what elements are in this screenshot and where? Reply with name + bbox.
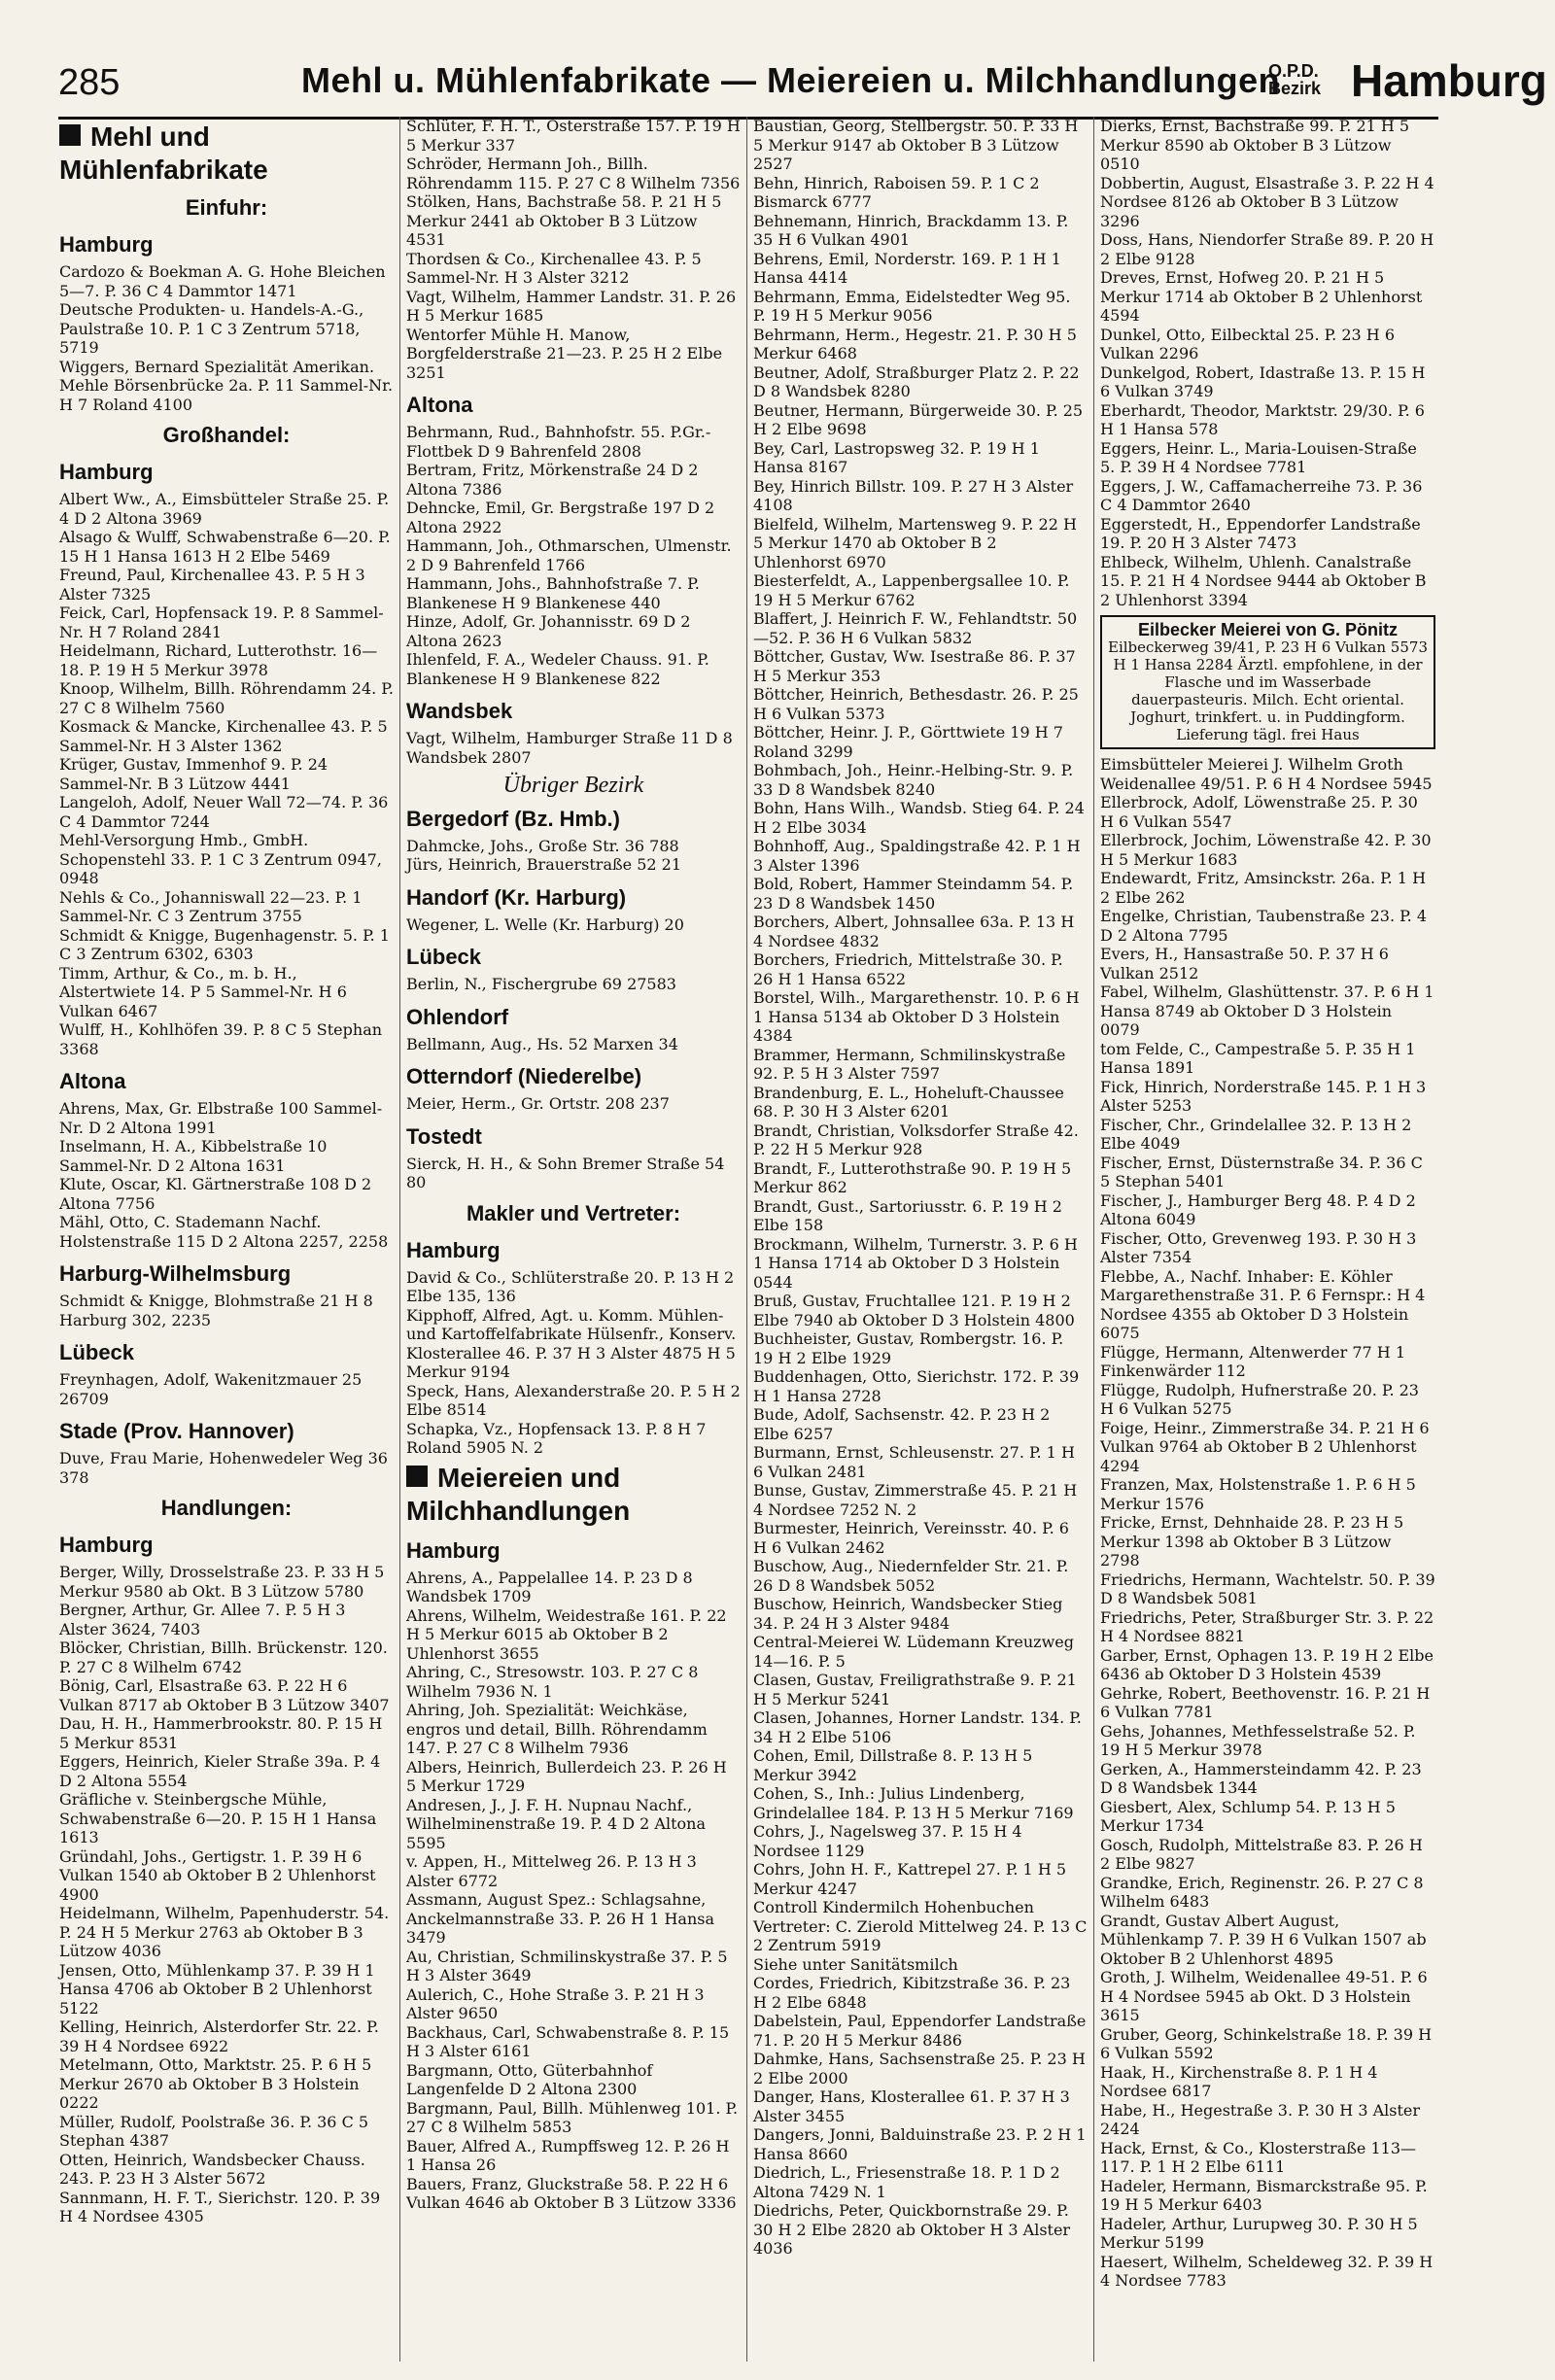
directory-entry: Controll Kindermilch Hohenbuchen Vertreter: C. Zierold Mittelweg 24. P. 13 C 2 Zentrum 5919 (753, 1898, 1092, 1954)
directory-entry: Metelmann, Otto, Marktstr. 25. P. 6 H 5 Merkur 2670 ab Oktober B 3 Holstein 0222 (59, 2055, 377, 2112)
page-number: 285 (58, 62, 121, 103)
directory-entry: Foige, Heinr., Zimmerstraße 34. P. 21 H 6 Vulkan 9764 ab Oktober B 2 Uhlenhorst 4294 (1100, 1418, 1434, 1475)
directory-entry: Mähl, Otto, C. Stademann Nachf. Holstenstraße 115 D 2 Altona 2257, 2258 (59, 1213, 389, 1251)
directory-entry: Buschow, Aug., Niedernfelder Str. 21. P. 26 D 8 Wandsbek 5052 (753, 1557, 1074, 1595)
directory-entry: Brandt, F., Lutterothstraße 90. P. 19 H 5 Merkur 862 (753, 1158, 1077, 1196)
directory-entry: Biesterfeldt, A., Lappenbergsallee 10. P. 19 H 5 Merkur 6762 (753, 571, 1075, 609)
directory-entry: Bude, Adolf, Sachsenstr. 42. P. 23 H 2 Elbe 6257 (753, 1405, 1055, 1443)
directory-entry: Schlüter, F. H. T., Osterstraße 157. P. 19 H 5 Merkur 337 (406, 117, 745, 155)
directory-entry: Grandke, Erich, Reginenstr. 26. P. 27 C 8 Wilhelm 6483 (1100, 1873, 1429, 1911)
directory-entry: Blaffert, J. Heinrich F. W., Fehlandtstr. 50—52. P. 36 H 6 Vulkan 5832 (753, 609, 1078, 647)
directory-entry: Schapka, Vz., Hopfensack 13. P. 8 H 7 Roland 5905 N. 2 (406, 1419, 711, 1457)
directory-entry: Gruber, Georg, Schinkelstraße 18. P. 39 H 6 Vulkan 5592 (1100, 2024, 1437, 2062)
directory-entry: Gerken, A., Hammersteindamm 42. P. 23 D 8 Wandsbek 1344 (1100, 1759, 1427, 1797)
directory-entry: Ellerbrock, Adolf, Löwenstraße 25. P. 30 H 6 Vulkan 5547 (1100, 793, 1423, 831)
directory-entry: Dau, H. H., Hammerbrookstr. 80. P. 15 H 5 Merkur 8531 (59, 1714, 388, 1752)
directory-entry: Böttcher, Gustav, Ww. Isestraße 86. P. 37 H 5 Merkur 353 (753, 647, 1081, 685)
directory-entry: Brammer, Hermann, Schmilinskystraße 92. P. 5 H 3 Alster 7597 (753, 1045, 1071, 1083)
directory-entry: Franzen, Max, Holstenstraße 1. P. 6 H 5 Merkur 1576 (1100, 1475, 1421, 1513)
directory-entry: Fischer, Otto, Grevenweg 193. P. 30 H 3 Alster 7354 (1100, 1228, 1422, 1266)
directory-entry: Gräfliche v. Steinbergsche Mühle, Schwabenstraße 6—20. P. 15 H 1 Hansa 1613 (59, 1790, 382, 1846)
column-3 (747, 117, 1094, 2362)
directory-entry: Berger, Willy, Drosselstraße 23. P. 33 H 5 Merkur 9580 ab Okt. B 3 Lützow 5780 (59, 1563, 390, 1601)
directory-entry: Flebbe, A., Nachf. Inhaber: E. Köhler Margarethenstraße 31. P. 6 Fernspr.: H 4 Nordsee 4355 ab Oktober D 3 Holstein 6075 (1100, 1266, 1431, 1342)
directory-entry: Friedrichs, Peter, Straßburger Str. 3. P. 22 H 4 Nordsee 8821 (1100, 1607, 1439, 1645)
location-heading: Ohlendorf (406, 1004, 509, 1029)
directory-entry: Fischer, Ernst, Düsternstraße 34. P. 36 C 5 Stephan 5401 (1100, 1153, 1428, 1190)
directory-entry: Kelling, Heinrich, Alsterdorfer Str. 22. P. 39 H 4 Nordsee 6922 (59, 2018, 384, 2055)
directory-entry: Buschow, Heinrich, Wandsbecker Stieg 34. P. 24 H 3 Alster 9484 (753, 1595, 1068, 1633)
directory-entry: Behn, Hinrich, Raboisen 59. P. 1 C 2 Bismarck 6777 (753, 173, 1045, 211)
section-square-icon (406, 1466, 428, 1487)
directory-entry: Vagt, Wilhelm, Hamburger Straße 11 D 8 Wandsbek 2807 (406, 729, 738, 767)
location-heading: Otterndorf (Niederelbe) (406, 1064, 642, 1088)
section-heading (406, 1462, 741, 1528)
subsection-heading: Makler und Vertreter: (466, 1200, 681, 1225)
section-heading (59, 121, 394, 187)
directory-entry: Wulff, H., Kohlhöfen 39. P. 8 C 5 Stephan 3368 (59, 1020, 388, 1058)
directory-entry: Groth, J. Wilhelm, Weidenallee 49-51. P. 6 H 4 Nordsee 5945 ab Okt. D 3 Holstein 3615 (1100, 1968, 1433, 2024)
bezirk-text: Bezirk (1268, 79, 1322, 98)
advertisement-title: Eilbecker Meierei von G. Pönitz (1137, 620, 1399, 639)
directory-entry: Grandt, Gustav Albert August, Mühlenkamp 7. P. 39 H 6 Vulkan 1507 ab Oktober B 2 Uhlenhorst 4895 (1100, 1911, 1432, 1968)
directory-entry: Endewardt, Fritz, Amsinckstr. 26a. P. 1 H 2 Elbe 262 (1100, 869, 1432, 907)
directory-entry: Bellmann, Aug., Hs. 52 Marxen 34 (406, 1034, 678, 1053)
directory-entry: Hammann, Joh., Othmarschen, Ulmenstr. 2 D 9 Bahrenfeld 1766 (406, 536, 737, 574)
directory-entry: David & Co., Schlüterstraße 20. P. 13 H 2 Elbe 135, 136 (406, 1267, 740, 1305)
directory-entry: Buchheister, Gustav, Rombergstr. 16. P. 19 H 2 Elbe 1929 (753, 1329, 1069, 1367)
location-heading: Tostedt (406, 1123, 482, 1149)
directory-entry: Gehs, Johannes, Methfesselstraße 52. P. 19 H 5 Merkur 3978 (1100, 1721, 1421, 1759)
directory-entry: Burmester, Heinrich, Vereinsstr. 40. P. 6 H 6 Vulkan 2462 (753, 1519, 1075, 1557)
directory-entry: Timm, Arthur, & Co., m. b. H., Alstertwiete 14. P 5 Sammel-Nr. H 6 Vulkan 6467 (59, 963, 352, 1020)
directory-entry: Borchers, Friedrich, Mittelstraße 30. P. 26 H 1 Hansa 6522 (753, 950, 1068, 988)
directory-entry: Buddenhagen, Otto, Sierichstr. 172. P. 39 H 1 Hansa 2728 (753, 1367, 1085, 1405)
column-2 (400, 117, 747, 2362)
directory-entry: Brockmann, Wilhelm, Turnerstr. 3. P. 6 H 1 Hansa 1714 ab Oktober D 3 Holstein 0544 (753, 1234, 1083, 1292)
directory-entry: Heidelmann, Wilhelm, Papenhuderstr. 54. P. 24 H 5 Merkur 2763 ab Oktober B 3 Lützow 4036 (59, 1904, 395, 1960)
directory-entry: Thordsen & Co., Kirchenallee 43. P. 5 Sammel-Nr. H 3 Alster 3212 (406, 249, 707, 287)
directory-entry: Behrmann, Rud., Bahnhofstr. 55. P.Gr.-Flottbek D 9 Bahrenfeld 2808 (406, 423, 711, 461)
directory-entry: Klute, Oscar, Kl. Gärtnerstraße 108 D 2 Altona 7756 (59, 1175, 377, 1213)
directory-entry: Jürs, Heinrich, Brauerstraße 52 21 (406, 855, 682, 874)
section-heading-text: Meiereien und Milchhandlungen (406, 1462, 631, 1526)
directory-entry: Dahmke, Hans, Sachsenstraße 25. P. 23 H 2 Elbe 2000 (753, 2050, 1090, 2087)
directory-entry: Eggerstedt, H., Eppendorfer Landstraße 19. P. 20 H 3 Alster 7473 (1100, 514, 1426, 552)
subsection-heading: Einfuhr: (185, 195, 268, 220)
directory-entry: Fischer, J., Hamburger Berg 48. P. 4 D 2 Altona 6049 (1100, 1190, 1421, 1228)
directory-entry: Jensen, Otto, Mühlenkamp 37. P. 39 H 1 Hansa 4706 ab Oktober B 2 Uhlenhorst 5122 (59, 1960, 380, 2018)
directory-entry: Ahrens, Wilhelm, Weidestraße 161. P. 22 H 5 Merkur 6015 ab Oktober B 2 Uhlenhorst 3655 (406, 1605, 732, 1663)
advertisement-box (1100, 615, 1435, 749)
directory-entry: Ellerbrock, Jochim, Löwenstraße 42. P. 30 H 5 Merkur 1683 (1100, 831, 1436, 869)
directory-entry: Wegener, L. Welle (Kr. Harburg) 20 (406, 914, 684, 934)
directory-entry: Andresen, J., J. F. H. Nupnau Nachf., Wilhelminenstraße 19. P. 4 D 2 Altona 5595 (406, 1795, 711, 1852)
directory-entry: Clasen, Gustav, Freiligrathstraße 9. P. 21 H 5 Merkur 5241 (753, 1671, 1082, 1708)
directory-entry: Backhaus, Carl, Schwabenstraße 8. P. 15 H 3 Alster 6161 (406, 2022, 735, 2060)
directory-entry: Alsago & Wulff, Schwabenstraße 6—20. P. 15 H 1 Hansa 1613 H 2 Elbe 5469 (59, 528, 396, 566)
directory-entry: Gehrke, Robert, Beethovenstr. 16. P. 21 H 6 Vulkan 7781 (1100, 1683, 1435, 1721)
directory-entry: Cohen, Emil, Dillstraße 8. P. 13 H 5 Merkur 3942 (753, 1746, 1038, 1784)
directory-entry: Haak, H., Kirchenstraße 8. P. 1 H 4 Nordsee 6817 (1100, 2062, 1383, 2100)
directory-entry: Bruß, Gustav, Fruchtallee 121. P. 19 H 2 Elbe 7940 ab Oktober D 3 Holstein 4800 (753, 1292, 1076, 1329)
directory-entry: Krüger, Gustav, Immenhof 9. P. 24 Sammel-Nr. B 3 Lützow 4441 (59, 755, 333, 793)
directory-entry: v. Appen, H., Mittelweg 26. P. 13 H 3 Alster 6772 (406, 1852, 702, 1890)
directory-entry: Bunse, Gustav, Zimmerstraße 45. P. 21 H 4 Nordsee 7252 N. 2 (753, 1481, 1083, 1519)
directory-entry: Central-Meierei W. Lüdemann Kreuzweg 14—16. P. 5 (753, 1633, 1080, 1671)
directory-entry: Haesert, Wilhelm, Scheldeweg 32. P. 39 H 4 Nordsee 7783 (1100, 2252, 1438, 2290)
directory-entry: Cohrs, John H. F., Kattrepel 27. P. 1 H 5 Merkur 4247 (753, 1860, 1072, 1898)
directory-entry: Wiggers, Bernard Spezialität Amerikan. Mehle Börsenbrücke 2a. P. 11 Sammel-Nr. H 7 Roland 4100 (59, 357, 398, 414)
directory-entry: Bielfeld, Wilhelm, Martensweg 9. P. 22 H 5 Merkur 1470 ab Oktober B 2 Uhlenhorst 6970 (753, 514, 1083, 571)
opd-text: O.P.D. (1268, 61, 1319, 81)
directory-entry: Dreves, Ernst, Hofweg 20. P. 21 H 5 Merkur 1714 ab Oktober B 2 Uhlenhorst 4594 (1100, 268, 1428, 325)
region-heading: Übriger Bezirk (502, 773, 644, 798)
section-heading-text: Mehl und Mühlenfabrikate (59, 121, 268, 185)
directory-entry: Dobbertin, August, Elsastraße 3. P. 22 H 4 Nordsee 8126 ab Oktober B 3 Lützow 3296 (1100, 173, 1439, 230)
directory-entry: Cohen, S., Inh.: Julius Lindenberg, Grindelallee 184. P. 13 H 5 Merkur 7169 (753, 1784, 1074, 1822)
directory-entry: Speck, Hans, Alexanderstraße 20. P. 5 H 2 Elbe 8514 (406, 1381, 745, 1419)
directory-entry: Hack, Ernst, & Co., Klosterstraße 113—117. P. 1 H 2 Elbe 6111 (1100, 2138, 1417, 2176)
directory-entry: Brandenburg, E. L., Hoheluft-Chaussee 68. P. 30 H 3 Alster 6201 (753, 1083, 1069, 1121)
directory-entry: Bauers, Franz, Gluckstraße 58. P. 22 H 6 Vulkan 4646 ab Oktober B 3 Lützow 3336 (406, 2174, 737, 2212)
directory-entry: Dierks, Ernst, Bachstraße 99. P. 21 H 5 Merkur 8590 ab Oktober B 3 Lützow 0510 (1100, 117, 1415, 173)
directory-entry: Böttcher, Heinrich, Bethesdastr. 26. P. 25 H 6 Vulkan 5373 (753, 685, 1084, 723)
directory-columns (53, 117, 1443, 2362)
directory-entry: Behrmann, Emma, Eidelstedter Weg 95. P. 19 H 5 Merkur 9056 (753, 287, 1076, 325)
directory-entry: tom Felde, C., Campestraße 5. P. 35 H 1 Hansa 1891 (1100, 1039, 1421, 1077)
directory-entry: Sierck, H. H., & Sohn Bremer Straße 54 80 (406, 1154, 730, 1191)
directory-entry: Cohrs, J., Nagelsweg 37. P. 15 H 4 Nordsee 1129 (753, 1822, 1027, 1860)
directory-entry: Doss, Hans, Niendorfer Straße 89. P. 20 H 2 Elbe 9128 (1100, 230, 1439, 268)
directory-entry: Fricke, Ernst, Dehnhaide 28. P. 23 H 5 Merkur 1398 ab Oktober B 3 Lützow 2798 (1100, 1513, 1409, 1569)
directory-entry: Evers, H., Hansastraße 50. P. 37 H 6 Vulkan 2512 (1100, 945, 1395, 983)
opd-label (1268, 62, 1321, 97)
location-heading: Bergedorf (Bz. Hmb.) (406, 806, 620, 831)
advertisement-body: Eilbeckerweg 39/41, P. 23 H 6 Vulkan 5573 H 1 Hansa 2284 Ärztl. empfohlene, in der Flasche und im Wasserbade dauerpasteuris. Milch. Echt oriental. Joghurt, trinkfert. u. in Puddingform. Lieferung tägl. frei Haus (1108, 638, 1428, 743)
directory-entry: Nehls & Co., Johanniswall 22—23. P. 1 Sammel-Nr. C 3 Zentrum 3755 (59, 887, 367, 925)
location-heading: Altona (59, 1069, 126, 1093)
directory-entry: Behrens, Emil, Norderstr. 169. P. 1 H 1 Hansa 4414 (753, 249, 1066, 287)
directory-entry: Bohnhoff, Aug., Spaldingstraße 42. P. 1 H 3 Alster 1396 (753, 837, 1086, 875)
directory-entry: Berlin, N., Fischergrube 69 27583 (406, 975, 676, 993)
directory-entry: Bohmbach, Joh., Heinr.-Helbing-Str. 9. P. 33 D 8 Wandsbek 8240 (753, 761, 1079, 799)
directory-entry: Bertram, Fritz, Mörkenstraße 24 D 2 Altona 7386 (406, 461, 704, 499)
directory-entry: Bey, Hinrich Billstr. 109. P. 27 H 3 Alster 4108 (753, 476, 1079, 514)
directory-entry: Garber, Ernst, Ophagen 13. P. 19 H 2 Elbe 6436 ab Oktober D 3 Holstein 4539 (1100, 1645, 1439, 1683)
directory-entry: Ahrens, A., Pappelallee 14. P. 23 D 8 Wandsbek 1709 (406, 1568, 698, 1605)
directory-entry: Hammann, Johs., Bahnhofstraße 7. P. Blankenese H 9 Blankenese 440 (406, 574, 705, 612)
directory-entry: Cardozo & Boekman A. G. Hohe Bleichen 5—7. P. 36 C 4 Dammtor 1471 (59, 262, 391, 300)
directory-entry: Brandt, Gust., Sartoriusstr. 6. P. 19 H 2 Elbe 158 (753, 1196, 1068, 1234)
location-heading: Hamburg (59, 1533, 154, 1557)
directory-entry: Bargmann, Paul, Billh. Mühlenweg 101. P. 27 C 8 Wilhelm 5853 (406, 2098, 743, 2136)
directory-entry: Borchers, Albert, Johnsallee 63a. P. 13 H 4 Nordsee 4832 (753, 913, 1080, 950)
page-header (58, 49, 1547, 120)
directory-entry: Behnemann, Hinrich, Brackdamm 13. P. 35 H 6 Vulkan 4901 (753, 211, 1074, 249)
directory-entry: Gosch, Rudolph, Mittelstraße 83. P. 26 H 2 Elbe 9827 (1100, 1835, 1428, 1873)
directory-entry: Au, Christian, Schmilinskystraße 37. P. 5 H 3 Alster 3649 (406, 1947, 733, 1984)
directory-entry: Hinze, Adolf, Gr. Johannisstr. 69 D 2 Altona 2623 (406, 612, 696, 650)
directory-entry: Hadeler, Hermann, Bismarckstraße 95. P. 19 H 5 Merkur 6403 (1100, 2176, 1433, 2214)
location-heading: Lübeck (59, 1340, 135, 1364)
directory-entry: Flügge, Rudolph, Hufnerstraße 20. P. 23 H 6 Vulkan 5275 (1100, 1380, 1425, 1418)
directory-entry: Habe, H., Hegestraße 3. P. 30 H 3 Alster 2424 (1100, 2100, 1426, 2138)
directory-entry: Gründahl, Johs., Gertigstr. 1. P. 39 H 6 Vulkan 1540 ab Oktober B 2 Uhlenhorst 4900 (59, 1846, 381, 1904)
directory-entry: Mehl-Versorgung Hmb., GmbH. Schopenstehl 33. P. 1 C 3 Zentrum 0947, 0948 (59, 831, 388, 887)
directory-entry: Meier, Herm., Gr. Ortstr. 208 237 (406, 1094, 670, 1113)
directory-entry: Ehlbeck, Wilhelm, Uhlenh. Canalstraße 15. P. 21 H 4 Nordsee 9444 ab Oktober B 2 Uhlenhorst 3394 (1100, 552, 1432, 609)
directory-entry: Engelke, Christian, Taubenstraße 23. P. 4 D 2 Altona 7795 (1100, 907, 1433, 945)
directory-entry: Brandt, Christian, Volksdorfer Straße 42. P. 22 H 5 Merkur 928 (753, 1121, 1084, 1158)
directory-entry: Eberhardt, Theodor, Marktstr. 29/30. P. 6 H 1 Hansa 578 (1100, 400, 1431, 438)
section-square-icon (59, 124, 81, 146)
directory-entry: Bohn, Hans Wilh., Wandsb. Stieg 64. P. 24 H 2 Elbe 3034 (753, 799, 1089, 837)
directory-entry: Böttcher, Heinr. J. P., Görttwiete 19 H 7 Roland 3299 (753, 723, 1069, 761)
location-heading: Hamburg (59, 232, 154, 257)
directory-entry: Kipphoff, Alfred, Agt. u. Komm. Mühlen- und Kartoffelfabrikate Hülsenfr., Konserv. Klosterallee 46. P. 37 H 3 Alster 4875 H 5 Merkur 9194 (406, 1305, 742, 1381)
subsection-heading: Handlungen: (160, 1496, 293, 1520)
subsection-heading: Großhandel: (162, 423, 291, 447)
directory-entry: Assmann, August Spez.: Schlagsahne, Anckelmannstraße 33. P. 26 H 1 Hansa 3479 (406, 1890, 720, 1947)
directory-entry: Cordes, Friedrich, Kibitzstraße 36. P. 23 H 2 Elbe 6848 (753, 1974, 1076, 2012)
location-heading: Wandsbek (406, 699, 513, 723)
directory-entry: Freynhagen, Adolf, Wakenitzmauer 25 26709 (59, 1370, 367, 1408)
directory-entry: Siehe unter Sanitätsmilch (753, 1954, 958, 1974)
directory-entry: Hadeler, Arthur, Lurupweg 30. P. 30 H 5 Merkur 5199 (1100, 2214, 1423, 2252)
location-heading: Hamburg (406, 1537, 501, 1563)
column-1 (53, 117, 400, 2362)
column-4 (1094, 117, 1441, 2362)
directory-entry: Albert Ww., A., Eimsbütteler Straße 25. P. 4 D 2 Altona 3969 (59, 490, 395, 528)
page-title: Mehl u. Mühlenfabrikate — Meiereien u. Milchhandlungen (301, 60, 1281, 100)
directory-entry: Otten, Heinrich, Wandsbecker Chauss. 243. P. 23 H 3 Alster 5672 (59, 2150, 370, 2188)
directory-entry: Kosmack & Mancke, Kirchenallee 43. P. 5 Sammel-Nr. H 3 Alster 1362 (59, 717, 393, 755)
directory-entry: Bey, Carl, Lastropsweg 32. P. 19 H 1 Hansa 8167 (753, 438, 1046, 476)
directory-entry: Bold, Robert, Hammer Steindamm 54. P. 23 D 8 Wandsbek 1450 (753, 875, 1079, 913)
directory-entry: Sannmann, H. F. T., Sierichstr. 120. P. 39 H 4 Nordsee 4305 (59, 2188, 386, 2225)
directory-entry: Feick, Carl, Hopfensack 19. P. 8 Sammel-Nr. H 7 Roland 2841 (59, 604, 384, 641)
directory-entry: Freund, Paul, Kirchenallee 43. P. 5 H 3 Alster 7325 (59, 566, 370, 604)
directory-entry: Vagt, Wilhelm, Hammer Landstr. 31. P. 26 H 5 Merkur 1685 (406, 287, 742, 325)
directory-entry: Beutner, Hermann, Bürgerweide 30. P. 25 H 2 Elbe 9698 (753, 400, 1088, 438)
directory-entry: Ahring, Joh. Spezialität: Weichkäse, engros und detail, Billh. Röhrendamm 147. P. 27 C 8 Wilhelm 7936 (406, 1701, 712, 1757)
directory-entry: Dehncke, Emil, Gr. Bergstraße 197 D 2 Altona 2922 (406, 499, 720, 536)
directory-entry: Deutsche Produkten- u. Handels-A.-G., Paulstraße 10. P. 1 C 3 Zentrum 5718, 5719 (59, 300, 369, 357)
directory-entry: Fick, Hinrich, Norderstraße 145. P. 1 H 3 Alster 5253 (1100, 1077, 1432, 1115)
directory-entry: Müller, Rudolf, Poolstraße 36. P. 36 C 5 Stephan 4387 (59, 2112, 374, 2150)
location-heading: Stade (Prov. Hannover) (59, 1419, 294, 1443)
directory-entry: Ihlenfeld, F. A., Wedeler Chauss. 91. P. Blankenese H 9 Blankenese 822 (406, 650, 714, 688)
directory-entry: Diedrich, L., Friesenstraße 18. P. 1 D 2 Altona 7429 N. 1 (753, 2163, 1065, 2201)
directory-entry: Blöcker, Christian, Billh. Brückenstr. 120. P. 27 C 8 Wilhelm 6742 (59, 1638, 393, 1676)
directory-entry: Flügge, Hermann, Altenwerder 77 H 1 Finkenwärder 112 (1100, 1342, 1411, 1380)
directory-entry: Borstel, Wilh., Margarethenstr. 10. P. 6 H 1 Hansa 5134 ab Oktober D 3 Holstein 4384 (753, 988, 1085, 1045)
directory-entry: Behrmann, Herm., Hegestr. 21. P. 30 H 5 Merkur 6468 (753, 325, 1082, 362)
directory-entry: Burmann, Ernst, Schleusenstr. 27. P. 1 H 6 Vulkan 2481 (753, 1443, 1080, 1481)
directory-entry: Bargmann, Otto, Güterbahnhof Langenfelde D 2 Altona 2300 (406, 2060, 658, 2098)
directory-entry: Bönig, Carl, Elsastraße 63. P. 22 H 6 Vulkan 8717 ab Oktober B 3 Lützow 3407 (59, 1676, 390, 1714)
directory-entry: Schmidt & Knigge, Blohmstraße 21 H 8 Harburg 302, 2235 (59, 1292, 378, 1329)
directory-entry: Dunkelgod, Robert, Idastraße 13. P. 15 H 6 Vulkan 3749 (1100, 362, 1431, 400)
location-heading: Altona (406, 393, 473, 417)
directory-entry: Dunkel, Otto, Eilbecktal 25. P. 23 H 6 Vulkan 2296 (1100, 325, 1400, 362)
directory-entry: Bauer, Alfred A., Rumpffsweg 12. P. 26 H 1 Hansa 26 (406, 2136, 735, 2174)
location-heading: Hamburg (406, 1237, 501, 1262)
directory-entry: Eimsbütteler Meierei J. Wilhelm Groth Weidenallee 49/51. P. 6 H 4 Nordsee 5945 (1100, 755, 1433, 793)
directory-entry: Inselmann, H. A., Kibbelstraße 10 Sammel-Nr. D 2 Altona 1631 (59, 1137, 332, 1175)
directory-entry: Beutner, Adolf, Straßburger Platz 2. P. 22 D 8 Wandsbek 8280 (753, 362, 1085, 400)
directory-entry: Eggers, Heinr. L., Maria-Louisen-Straße 5. P. 39 H 4 Nordsee 7781 (1100, 438, 1422, 476)
directory-entry: Friedrichs, Hermann, Wachtelstr. 50. P. 39 D 8 Wandsbek 5081 (1100, 1569, 1440, 1607)
directory-entry: Albers, Heinrich, Bullerdeich 23. P. 26 H 5 Merkur 1729 (406, 1757, 732, 1795)
city-name: Hamburg (1351, 55, 1547, 106)
directory-entry: Fabel, Wilhelm, Glashüttenstr. 37. P. 6 H 1 Hansa 8749 ab Oktober D 3 Holstein 0079 (1100, 983, 1439, 1039)
directory-entry: Bergner, Arthur, Gr. Allee 7. P. 5 H 3 Alster 3624, 7403 (59, 1601, 351, 1638)
directory-entry: Dahmcke, Johs., Große Str. 36 788 (406, 836, 679, 855)
location-heading: Harburg-Wilhelmsburg (59, 1261, 292, 1286)
directory-entry: Diedrichs, Peter, Quickbornstraße 29. P. 30 H 2 Elbe 2820 ab Oktober H 3 Alster 4036 (753, 2201, 1076, 2258)
directory-entry: Langeloh, Adolf, Neuer Wall 72—74. P. 36 C 4 Dammtor 7244 (59, 793, 394, 831)
directory-entry: Stölken, Hans, Bachstraße 58. P. 21 H 5 Merkur 2441 ab Oktober B 3 Lützow 4531 (406, 192, 727, 249)
directory-entry: Aulerich, C., Hohe Straße 3. P. 21 H 3 Alster 9650 (406, 1984, 709, 2022)
directory-entry: Dabelstein, Paul, Eppendorfer Landstraße 71. P. 20 H 5 Merkur 8486 (753, 2012, 1091, 2050)
directory-entry: Schröder, Hermann Joh., Billh. Röhrendamm 115. P. 27 C 8 Wilhelm 7356 (406, 155, 741, 192)
location-heading: Lübeck (406, 945, 482, 969)
directory-entry: Duve, Frau Marie, Hohenwedeler Weg 36 378 (59, 1449, 394, 1487)
directory-entry: Schmidt & Knigge, Bugenhagenstr. 5. P. 1 C 3 Zentrum 6302, 6303 (59, 925, 396, 963)
directory-entry: Ahrens, Max, Gr. Elbstraße 100 Sammel-Nr. D 2 Altona 1991 (59, 1099, 383, 1137)
directory-entry: Danger, Hans, Klosterallee 61. P. 37 H 3 Alster 3455 (753, 2087, 1075, 2125)
location-heading: Hamburg (59, 460, 154, 484)
location-heading: Handorf (Kr. Harburg) (406, 884, 627, 910)
directory-entry: Eggers, J. W., Caffamacherreihe 73. P. 36 C 4 Dammtor 2640 (1100, 476, 1428, 514)
directory-entry: Dangers, Jonni, Balduinstraße 23. P. 2 H 1 Hansa 8660 (753, 2125, 1091, 2163)
directory-entry: Eggers, Heinrich, Kieler Straße 39a. P. 4 D 2 Altona 5554 (59, 1752, 386, 1790)
directory-entry: Ahring, C., Stresowstr. 103. P. 27 C 8 Wilhelm 7936 N. 1 (406, 1663, 704, 1701)
directory-entry: Clasen, Johannes, Horner Landstr. 134. P. 34 H 2 Elbe 5106 (753, 1708, 1087, 1746)
directory-entry: Wentorfer Mühle H. Manow, Borgfelderstraße 21—23. P. 25 H 2 Elbe 3251 (406, 325, 728, 382)
directory-entry: Giesbert, Alex, Schlump 54. P. 13 H 5 Merkur 1734 (1100, 1797, 1401, 1835)
directory-entry: Heidelmann, Richard, Lutterothstr. 16—18. P. 19 H 5 Merkur 3978 (59, 641, 378, 679)
directory-entry: Knoop, Wilhelm, Billh. Röhrendamm 24. P. 27 C 8 Wilhelm 7560 (59, 679, 399, 717)
directory-entry: Fischer, Chr., Grindelallee 32. P. 13 H 2 Elbe 4049 (1100, 1115, 1417, 1153)
directory-entry: Baustian, Georg, Stellbergstr. 50. P. 33 H 5 Merkur 9147 ab Oktober B 3 Lützow 2527 (753, 117, 1084, 173)
